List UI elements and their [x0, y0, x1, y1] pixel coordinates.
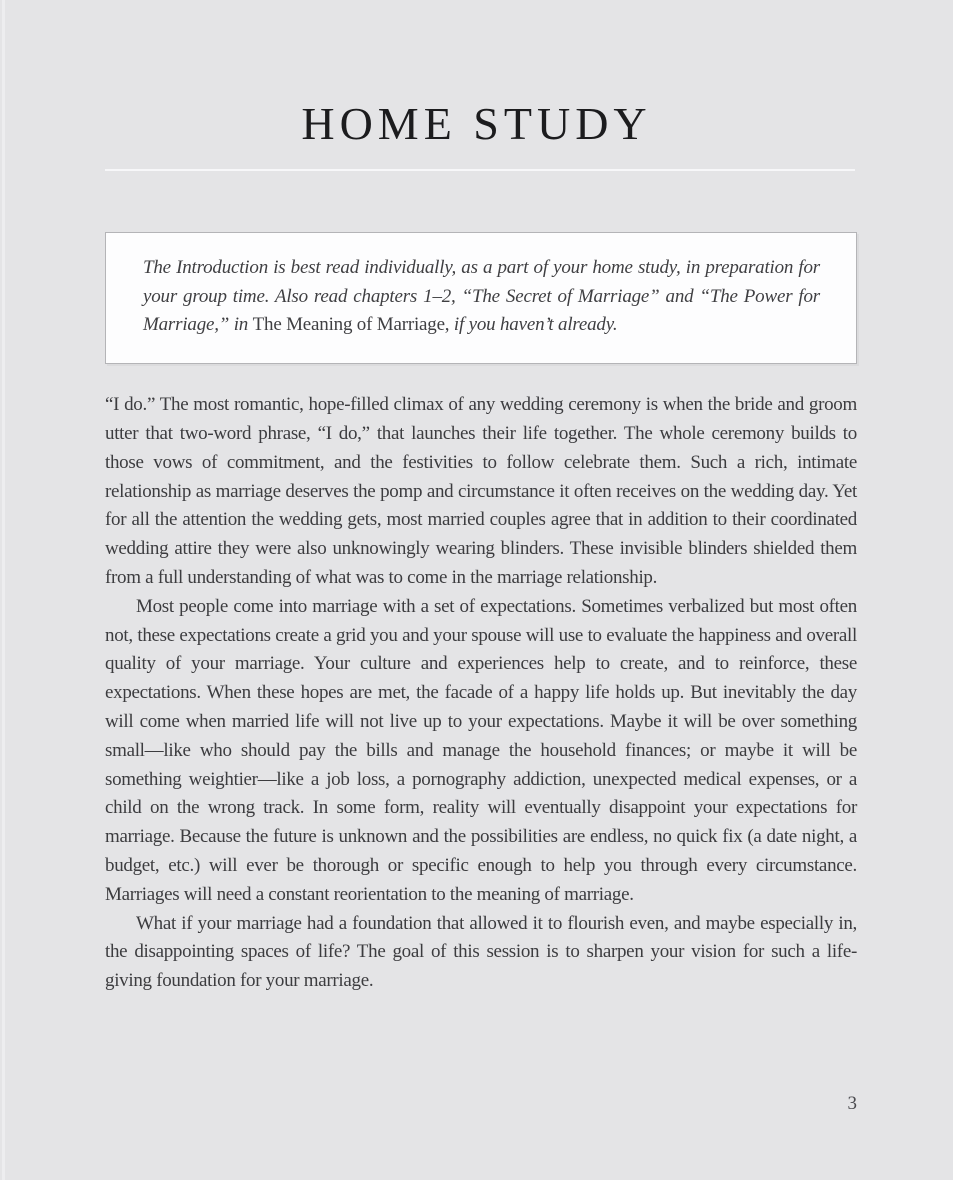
title-divider	[105, 169, 855, 171]
paragraph: “I do.” The most romantic, hope-filled climax of any wedding ceremony is when the bride and groom utter that two-word phrase, “I do,” that launches their life together. The whole ceremony builds to those vows of commitment, and the festivities to follow celebrate them. Such a rich, intimate relationship as marriage deserves the pomp and circumstance it often receives on the wedding day. Yet for all the attention the wedding gets, most married couples agree that in addition to their coordinated wedding attire they were also unknowingly wearing blinders. These invisible blinders shielded them from a full understanding of what was to come in the marriage relationship.	[105, 394, 857, 588]
paragraph: What if your marriage had a foundation that allowed it to flourish even, and maybe especially in, the disappointing spaces of life? The goal of this session is to sharpen your vision for such a life-giving foundation for your marriage.	[105, 912, 857, 992]
intro-segment-italic-tail: if you haven’t already.	[449, 314, 618, 336]
page-number: 3	[847, 1093, 857, 1114]
intro-note-box	[105, 232, 857, 364]
page-title: HOME STUDY	[301, 98, 652, 149]
intro-segment-book-title: The Meaning of Marriage,	[252, 314, 450, 336]
paragraph: Most people come into marriage with a set of expectations. Sometimes verbalized but most often not, these expectations create a grid you and your spouse will use to evaluate the happiness and overall quality of your marriage. Your culture and experiences help to create, and to reinforce, these expectations. When these hopes are met, the facade of a happy life holds up. But inevitably the day will come when married life will not live up to your expectations. Maybe it will be over something small—like who should pay the bills and manage the household finances; or maybe it will be something weightier—like a job loss, a pornography addiction, unexpected medical expenses, or a child on the wrong track. In some form, reality will eventually disappoint your expectations for marriage. Because the future is unknown and the possibilities are endless, no quick fix (a date night, a budget, etc.) will ever be thorough or specific enough to help you through every circumstance. Marriages will need a constant reorientation to the meaning of marriage.	[105, 595, 857, 905]
intro-segment-italic-lead: The Introduction is best read individually, as a part of your home study, in preparation for your group time. Also read chapters 1–2, “The Secret of Marriage” and “The Power for Marriage,” in	[143, 257, 820, 336]
body-text	[105, 391, 857, 996]
intro-note-text	[143, 254, 820, 340]
